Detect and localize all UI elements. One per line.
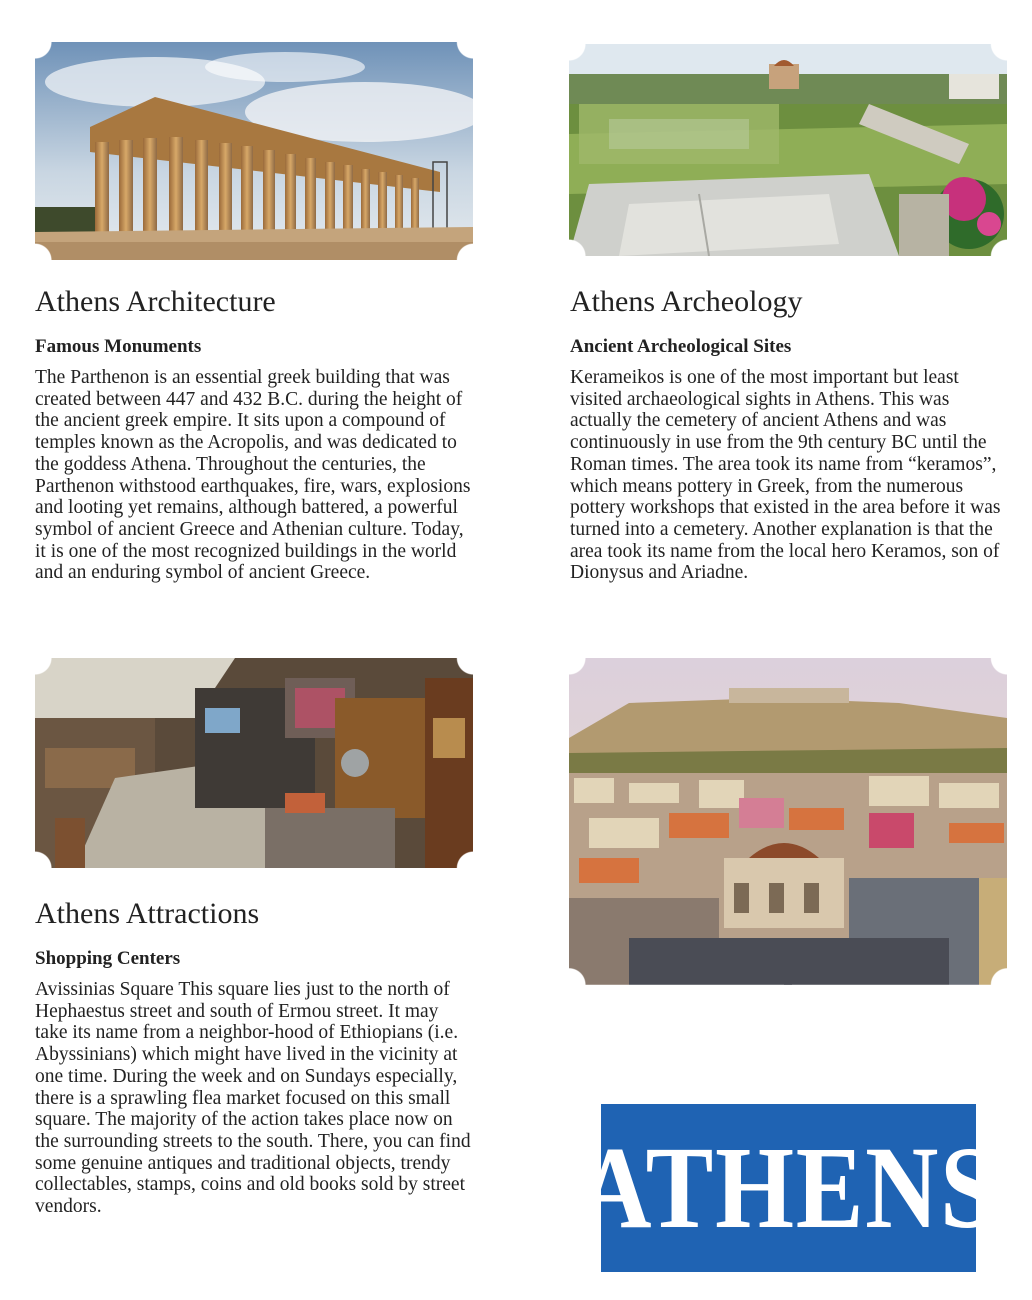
section-architecture [35, 285, 475, 584]
section-attractions [35, 897, 475, 1218]
section-title: Athens Architecture [35, 285, 276, 318]
parthenon-photo [35, 42, 473, 260]
kerameikos-photo [569, 44, 1007, 256]
section-subtitle: Famous Monuments [35, 336, 202, 357]
athens-panorama-photo [569, 658, 1007, 985]
logo-text: ATHENS [578, 1122, 999, 1253]
athens-logo [578, 1104, 999, 1272]
section-body: Kerameikos is one of the most important but least visited archaeological sights in Athens. This was actually the cemetery of ancient Athens and was continuously in use from the 9th century BC until the Roman times. The area took its name from “keramos”, which means pottery in Greek, from the numerous pottery workshops that existed in the area before it was turned into a cemetery. Another explanation is that the area took its name from the local hero Keramos, son of Dionysus and Ariadne. [570, 367, 1001, 584]
section-title: Athens Attractions [35, 897, 260, 930]
section-subtitle: Shopping Centers [35, 948, 181, 969]
flea-market-photo [35, 658, 473, 868]
section-body: The Parthenon is an essential greek building that was created between 447 and 432 B.C. during the height of the ancient greek empire. It sits upon a compound of temples known as the Acropolis, and was dedicated to the goddess Athena. Throughout the centuries, the Parthenon withstood earthquakes, fire, wars, explosions and looting yet remains, although battered, a powerful symbol of ancient Greece and Athenian culture. Today, it is one of the most recognized buildings in the world and an enduring symbol of ancient Greece. [35, 367, 471, 584]
section-subtitle: Ancient Archeological Sites [570, 336, 792, 357]
section-archeology [570, 285, 1010, 584]
section-body: Avissinias Square This square lies just to the north of Hephaestus street and south of Ermou street. It may take its name from a neighbor-hood of Ethiopians (i.e. Abyssinians) which might have lived in the vicinity at one time. During the week and on Sundays especially, there is a sprawling flea market focused on this small square. The majority of the action takes place now on the surrounding streets to the south. There, you can find some genuine antiques and traditional objects, trendy collectables, stamps, coins and old books sold by street vendors. [35, 979, 471, 1218]
section-title: Athens Archeology [570, 285, 803, 318]
